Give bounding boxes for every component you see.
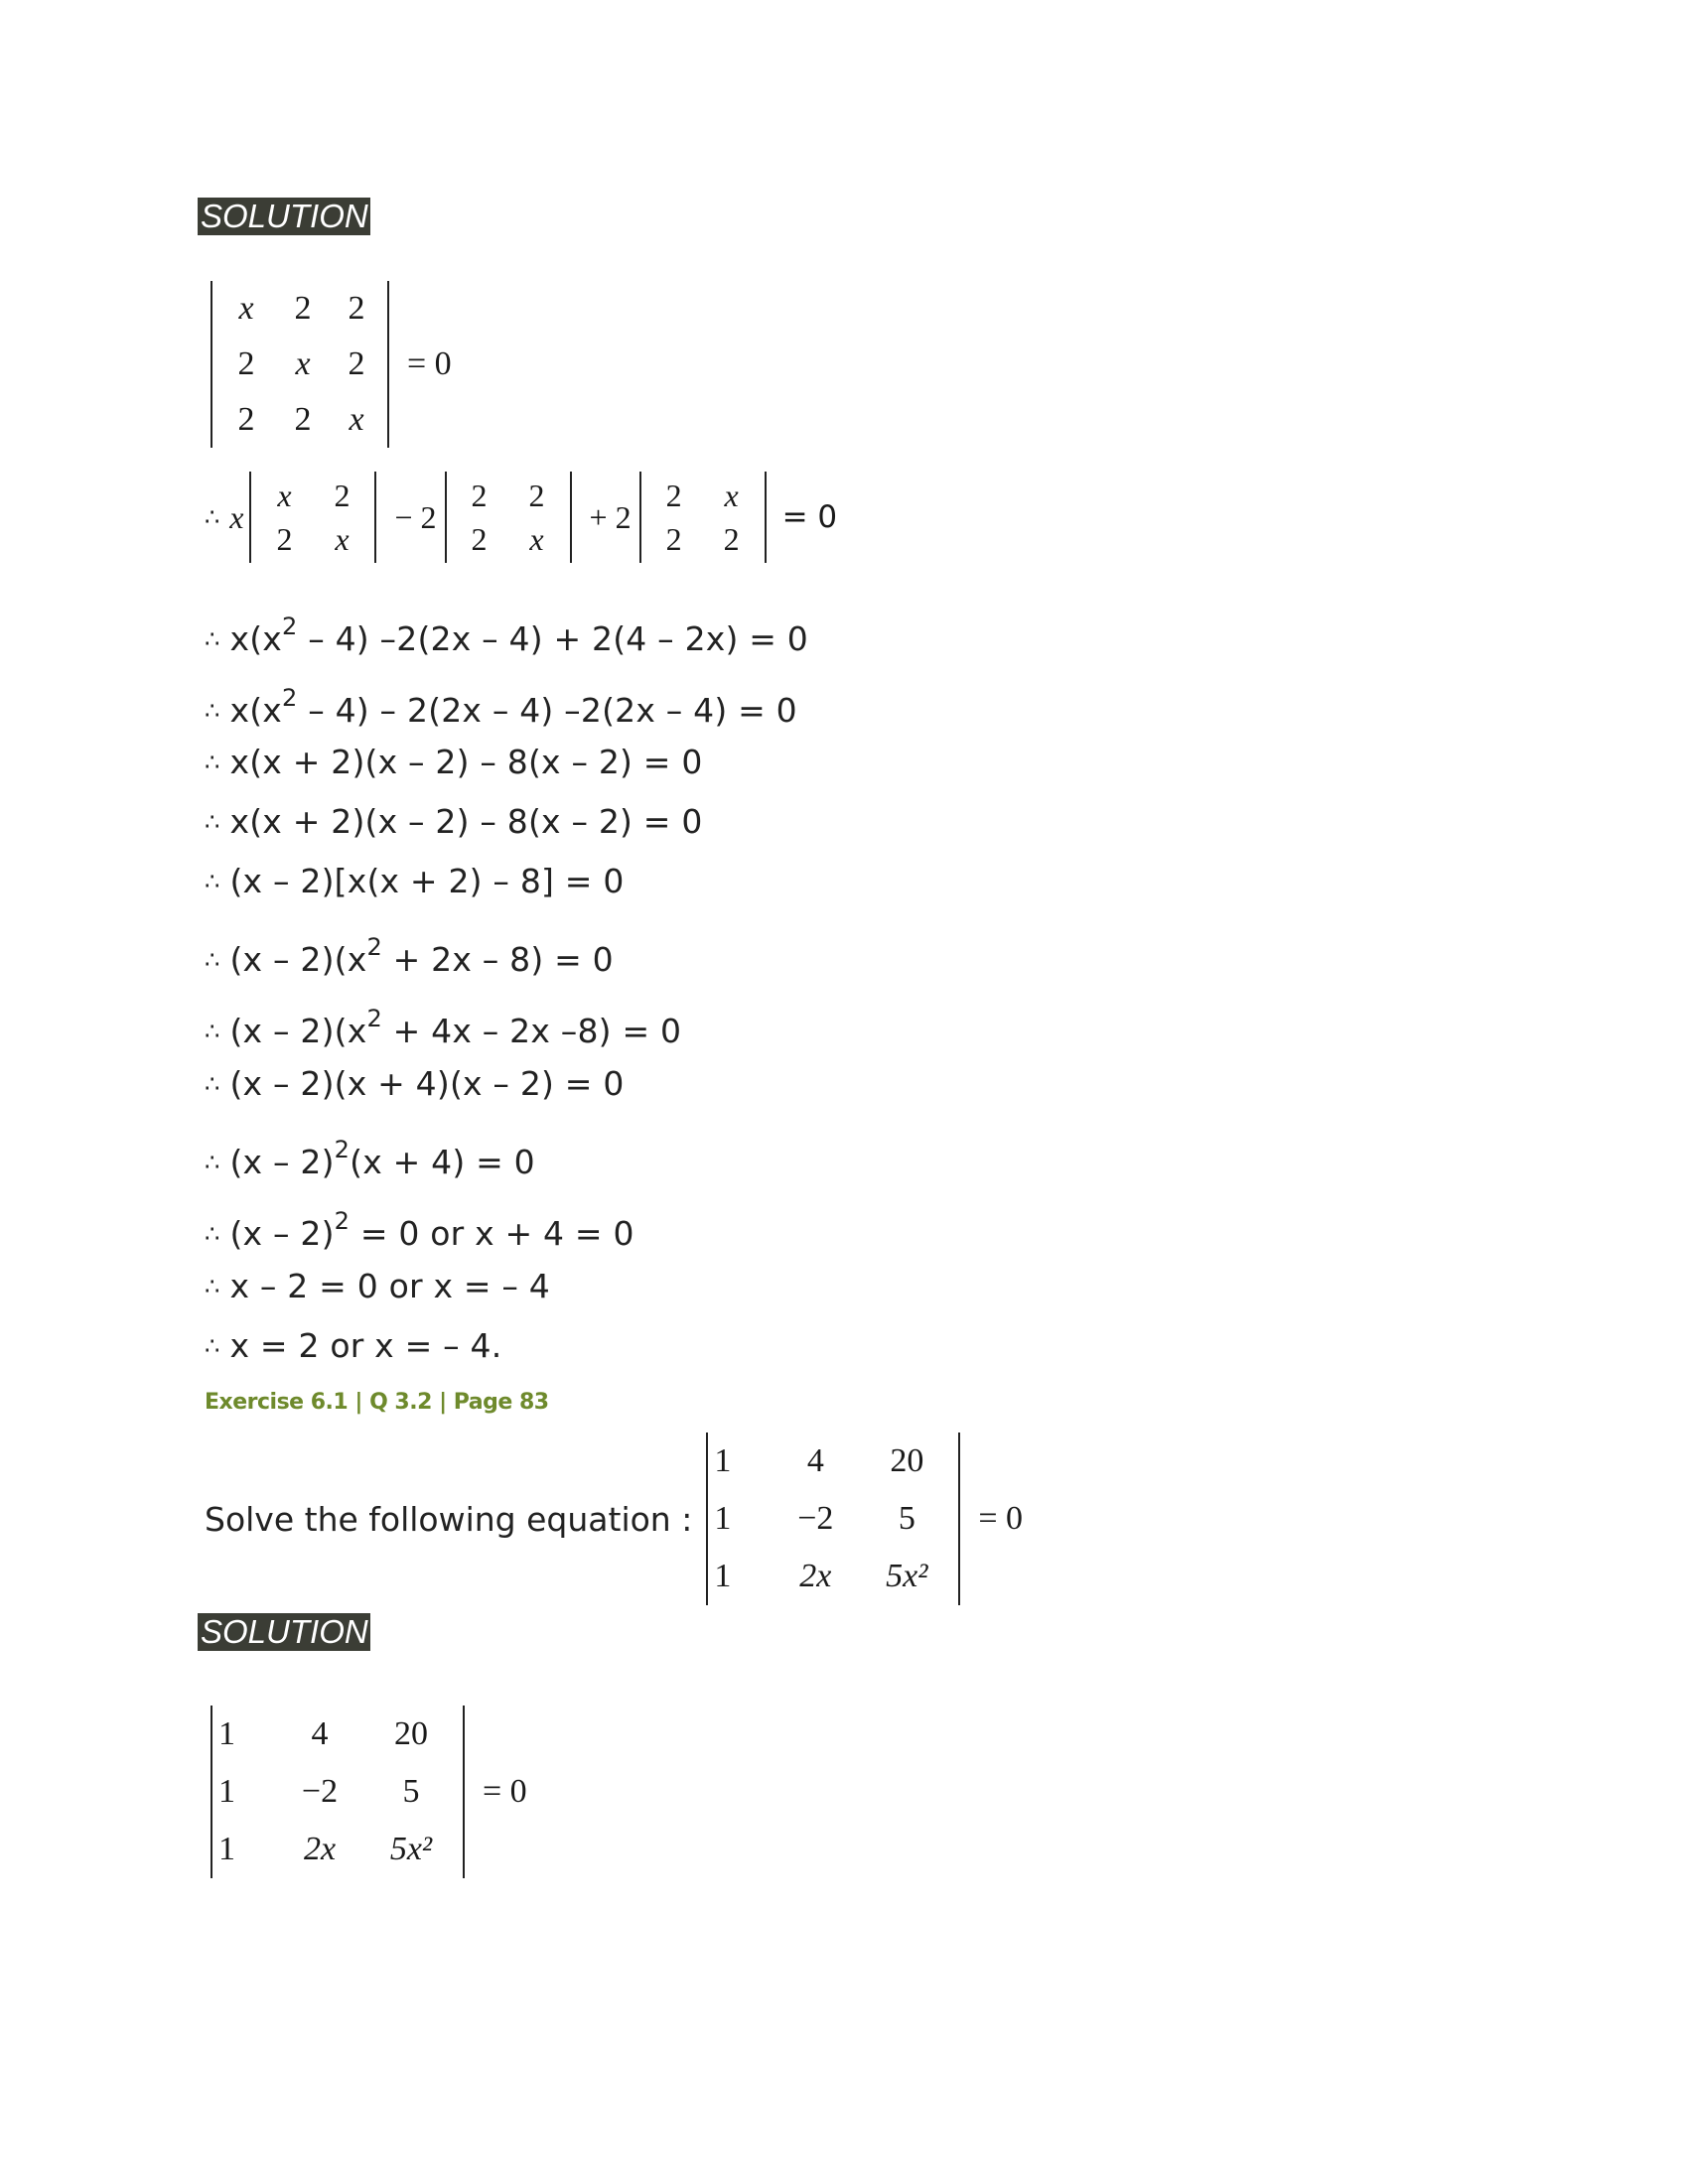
det-cell: x <box>238 290 254 327</box>
therefore-symbol: ∴ <box>205 1018 220 1045</box>
det-cell: 1 <box>714 1500 732 1537</box>
therefore-symbol: ∴ <box>205 749 220 776</box>
det-cell: 2 <box>334 477 351 513</box>
solution-step <box>205 862 625 900</box>
step-text: (x – 2)[x(x + 2) – 8] = 0 <box>229 862 625 900</box>
solution-step <box>205 1267 550 1305</box>
det-cell: x <box>295 345 311 382</box>
therefore-symbol: ∴ <box>205 1149 220 1176</box>
superscript: 2 <box>282 613 298 640</box>
step-text: (x – 2) <box>229 1143 335 1181</box>
solution-label: SOLUTION <box>198 1613 370 1651</box>
det-cell: 2 <box>348 290 365 327</box>
therefore-symbol: ∴ <box>205 808 220 836</box>
det-cell: 2 <box>294 290 312 327</box>
step-text: (x – 2)(x + 4)(x – 2) = 0 <box>229 1064 625 1103</box>
det-cell: 2x <box>303 1831 337 1867</box>
step-text: x(x <box>229 691 283 730</box>
superscript: 2 <box>282 684 298 712</box>
step-text: x – 2 = 0 or x = – 4 <box>229 1267 550 1305</box>
det-cell: x <box>335 520 350 557</box>
minor-3 <box>639 472 767 563</box>
det-cell: x <box>529 520 544 557</box>
given-determinant-equation <box>211 281 452 448</box>
det-cell: x <box>277 477 292 513</box>
question-determinant <box>706 1433 960 1605</box>
step-text: (x + 4) = 0 <box>350 1143 535 1181</box>
det-cell: 2 <box>237 401 255 438</box>
solution-step <box>205 1207 634 1253</box>
equals-zero: = 0 <box>978 1500 1024 1537</box>
question <box>205 1433 1023 1605</box>
minor-1 <box>249 472 376 563</box>
step-text: x = 2 or x = – 4. <box>229 1326 502 1365</box>
exercise-reference[interactable]: Exercise 6.1 | Q 3.2 | Page 83 <box>205 1390 549 1415</box>
determinant-3x3 <box>211 281 389 448</box>
solution-step <box>205 1005 681 1050</box>
equals-zero: = 0 <box>407 345 452 382</box>
det-cell: 2x <box>799 1558 832 1594</box>
solution-step <box>205 684 797 730</box>
solution-step <box>205 933 614 979</box>
det-cell: 2 <box>471 477 488 513</box>
det-cell: 1 <box>714 1442 732 1479</box>
det-cell: 2 <box>294 401 312 438</box>
minor-2 <box>445 472 572 563</box>
step-text: + 2x – 8) = 0 <box>381 940 614 979</box>
superscript: 2 <box>366 1005 382 1032</box>
det-cell: 2 <box>276 520 293 557</box>
therefore-symbol: ∴ <box>205 946 220 974</box>
step-text: = 0 or x + 4 = 0 <box>350 1214 634 1253</box>
superscript: 2 <box>366 933 382 961</box>
det-cell: 2 <box>723 520 740 557</box>
step-text: (x – 2) <box>229 1214 335 1253</box>
solution-step <box>205 802 703 841</box>
step-text: (x – 2)(x <box>229 1012 367 1050</box>
solution-label: SOLUTION <box>198 198 370 235</box>
det-cell: 1 <box>714 1558 732 1594</box>
solution-determinant-equation <box>211 1706 527 1878</box>
solution-step <box>205 613 808 658</box>
det-cell: 20 <box>890 1442 924 1479</box>
det-cell: 1 <box>218 1715 235 1752</box>
solution-step <box>205 1064 625 1103</box>
det-cell: 2 <box>665 520 682 557</box>
det-cell: 4 <box>311 1715 329 1752</box>
therefore-symbol: ∴ <box>205 625 220 653</box>
det-cell: 1 <box>218 1773 235 1810</box>
operator: − 2 <box>394 498 437 535</box>
therefore-symbol: ∴ <box>205 1332 220 1360</box>
det-cell: −2 <box>301 1773 339 1810</box>
det-cell: 5 <box>898 1500 915 1537</box>
det-cell: −2 <box>797 1500 834 1537</box>
therefore-symbol: ∴ <box>205 504 220 531</box>
final-answer <box>205 1326 501 1365</box>
det-cell: x <box>349 401 364 438</box>
determinant-3x3 <box>211 1706 465 1878</box>
step-text: (x – 2)(x <box>229 940 367 979</box>
solution-step <box>205 1136 535 1181</box>
cofactor-expansion <box>205 472 837 563</box>
superscript: 2 <box>334 1207 351 1235</box>
coefficient: x <box>229 498 244 535</box>
det-cell: 1 <box>218 1831 235 1867</box>
step-text: – 4) – 2(2x – 4) –2(2x – 4) = 0 <box>297 691 797 730</box>
therefore-symbol: ∴ <box>205 697 220 725</box>
step-text: x(x <box>229 619 283 658</box>
det-cell: x <box>724 477 739 513</box>
det-cell: 2 <box>348 345 365 382</box>
det-cell: 5x² <box>886 1558 928 1594</box>
superscript: 2 <box>334 1136 351 1163</box>
det-cell: 4 <box>806 1442 824 1479</box>
therefore-symbol: ∴ <box>205 1273 220 1300</box>
equals-zero: = 0 <box>781 499 838 535</box>
det-cell: 5x² <box>389 1831 433 1867</box>
equals-zero: = 0 <box>483 1773 527 1810</box>
det-cell: 20 <box>394 1715 428 1752</box>
therefore-symbol: ∴ <box>205 1220 220 1248</box>
solution-step <box>205 743 703 781</box>
operator: + 2 <box>589 498 632 535</box>
therefore-symbol: ∴ <box>205 1070 220 1098</box>
det-cell: 2 <box>665 477 682 513</box>
det-cell: 2 <box>471 520 488 557</box>
step-text: x(x + 2)(x – 2) – 8(x – 2) = 0 <box>229 743 703 781</box>
step-text: – 4) –2(2x – 4) + 2(4 – 2x) = 0 <box>297 619 808 658</box>
question-text: Solve the following equation : <box>205 1499 693 1539</box>
det-cell: 2 <box>237 345 255 382</box>
det-cell: 2 <box>528 477 545 513</box>
step-text: + 4x – 2x –8) = 0 <box>381 1012 682 1050</box>
therefore-symbol: ∴ <box>205 868 220 895</box>
det-cell: 5 <box>402 1773 420 1810</box>
step-text: x(x + 2)(x – 2) – 8(x – 2) = 0 <box>229 802 703 841</box>
